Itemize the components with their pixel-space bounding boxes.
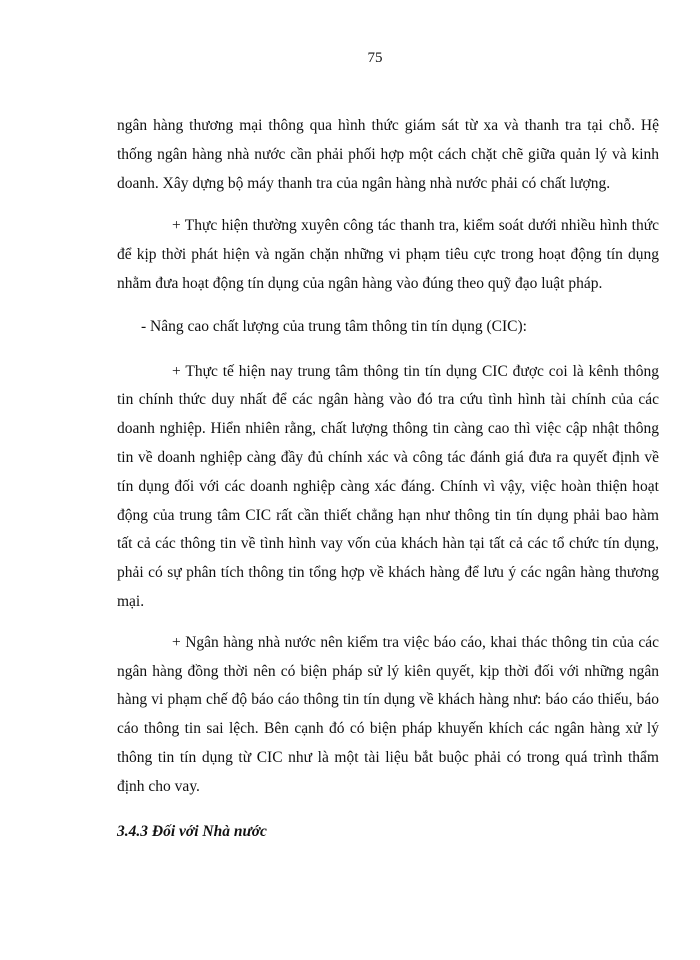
paragraph-cic-quality: - Nâng cao chất lượng của trung tâm thông tin tín dụng (CIC): (141, 317, 527, 335)
paragraph-cic-channel: + Thực tế hiện nay trung tâm thông tin tín dụng CIC được coi là kênh thông tin chính thức duy nhất để các ngân hàng vào đó tra cứu tình hình tài chính của các doanh nghiệp. Hiển nhiên rằng, chất lượng thông tin càng cao thì việc cập nhật thông tin về doanh nghiệp càng đầy đủ chính xác và công tác đánh giá đưa ra quyết định về tín dụng đối với các doanh nghiệp càng xác đáng. Chính vì vậy, việc hoàn thiện hoạt động của trung tâm CIC rất cần thiết chẳng hạn như thông tin tín dụng phải bao hàm tất cả các thông tin về tình hình vay vốn của khách hàn tại tất cả các tổ chức tín dụng, phải có sự phân tích thông tin tổng hợp về khách hàng để lưu ý các ngân hàng thương mại. (117, 362, 659, 610)
section-heading: 3.4.3 Đối với Nhà nước (117, 822, 267, 840)
paragraph-inspection-intro: ngân hàng thương mại thông qua hình thức giám sát từ xa và thanh tra tại chỗ. Hệ thống ngân hàng nhà nước cần phải phối hợp một cách chặt chẽ giữa quản lý và kinh doanh. Xây dựng bộ máy thanh tra của ngân hàng nhà nước phải có chất lượng. (117, 117, 659, 192)
paragraph-regular-inspection: + Thực hiện thường xuyên công tác thanh tra, kiểm soát dưới nhiều hình thức để kịp thời phát hiện và ngăn chặn những vi phạm tiêu cực trong hoạt động tín dụng nhằm đưa hoạt động tín dụng của ngân hàng vào đúng theo quỹ đạo luật pháp. (117, 217, 659, 292)
page-number: 75 (367, 50, 383, 66)
paragraph-state-bank-reporting: + Ngân hàng nhà nước nên kiểm tra việc báo cáo, khai thác thông tin của các ngân hàng đồng thời nên có biện pháp sử lý kiên quyết, kịp thời đối với những ngân hàng vi phạm chế độ báo cáo thông tin tín dụng về khách hàng như: báo cáo thiếu, báo cáo thông tin sai lệch. Bên cạnh đó có biện pháp khuyến khích các ngân hàng xử lý thông tin tín dụng từ CIC như là một tài liệu bắt buộc phải có trong quá trình thẩm định cho vay. (117, 633, 659, 795)
document-body (117, 112, 659, 846)
